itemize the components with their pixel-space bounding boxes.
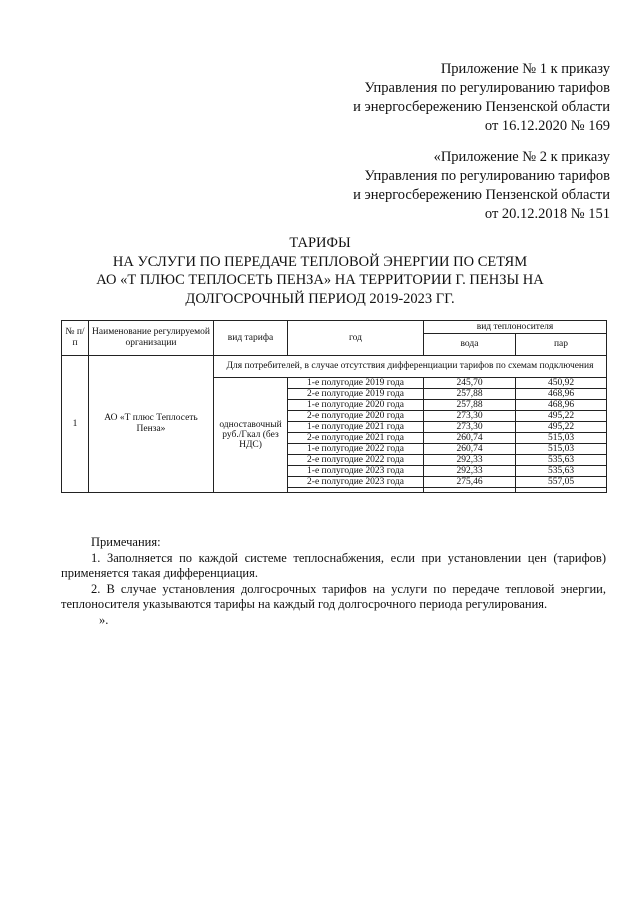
period-cell: 1-е полугодие 2023 года — [288, 466, 424, 477]
appendix-1-line: от 16.12.2020 № 169 — [484, 118, 610, 134]
period-cell: 1-е полугодие 2019 года — [288, 378, 424, 389]
notes-section — [61, 535, 606, 628]
steam-cell: 468,96 — [516, 389, 607, 400]
steam-cell: 515,03 — [516, 433, 607, 444]
organization-name: АО «Т плюс Теплосеть Пенза» — [89, 356, 214, 493]
header-carrier: вид теплоносителя — [424, 321, 607, 334]
water-cell: 292,33 — [424, 455, 516, 466]
steam-cell: 495,22 — [516, 422, 607, 433]
steam-cell: 535,63 — [516, 466, 607, 477]
period-cell: 2-е полугодие 2021 года — [288, 433, 424, 444]
water-cell: 257,88 — [424, 389, 516, 400]
steam-cell: 450,92 — [516, 378, 607, 389]
water-cell: 260,74 — [424, 433, 516, 444]
notes-heading: Примечания: — [91, 535, 161, 549]
document-title — [0, 234, 640, 308]
header-steam: пар — [516, 334, 607, 356]
period-cell: 1-е полугодие 2020 года — [288, 400, 424, 411]
steam-cell: 495,22 — [516, 411, 607, 422]
steam-cell: 468,96 — [516, 400, 607, 411]
appendix-2-line: от 20.12.2018 № 151 — [484, 206, 610, 222]
header-num: № п/п — [62, 321, 89, 356]
appendix-1-line: и энергосбережению Пензенской области — [353, 99, 610, 115]
period-cell: 2-е полугодие 2022 года — [288, 455, 424, 466]
row-number: 1 — [62, 356, 89, 493]
header-water: вода — [424, 334, 516, 356]
title-line: ТАРИФЫ — [289, 235, 351, 251]
water-cell: 273,30 — [424, 411, 516, 422]
note-item: 2. В случае установления долгосрочных тарифов на услуги по передаче тепловой энергии, теплоносителя указываются тарифы на каждый год долгосрочного периода регулирования. — [61, 581, 606, 611]
header-org: Наименование регулируемой организации — [89, 321, 214, 356]
appendix-2-line: и энергосбережению Пензенской области — [353, 187, 610, 203]
period-cell: 2-е полугодие 2020 года — [288, 411, 424, 422]
steam-cell: 515,03 — [516, 444, 607, 455]
steam-cell: 557,05 — [516, 477, 607, 488]
appendix-1-line: Приложение № 1 к приказу — [440, 61, 610, 77]
water-cell: 273,30 — [424, 422, 516, 433]
empty-cell — [424, 488, 516, 493]
empty-cell — [288, 488, 424, 493]
header-tariff-type: вид тарифа — [214, 321, 288, 356]
consumers-note: Для потребителей, в случае отсутствия дифференциации тарифов по схемам подключения — [214, 356, 607, 378]
water-cell: 245,70 — [424, 378, 516, 389]
tariff-table — [61, 320, 607, 493]
steam-cell: 535,63 — [516, 455, 607, 466]
title-line: ДОЛГОСРОЧНЫЙ ПЕРИОД 2019-2023 ГГ. — [185, 290, 455, 307]
water-cell: 257,88 — [424, 400, 516, 411]
period-cell: 1-е полугодие 2022 года — [288, 444, 424, 455]
title-line: АО «Т ПЛЮС ТЕПЛОСЕТЬ ПЕНЗА» НА ТЕРРИТОРИИ Г. ПЕНЗЫ НА — [96, 272, 544, 288]
appendix-2-line: Управления по регулированию тарифов — [364, 168, 610, 184]
period-cell: 2-е полугодие 2023 года — [288, 477, 424, 488]
appendix-2-line: «Приложение № 2 к приказу — [433, 149, 610, 165]
empty-cell — [516, 488, 607, 493]
appendix-1-header — [353, 60, 610, 136]
note-item: 1. Заполняется по каждой системе теплоснабжения, если при установлении цен (тарифов) применяется такая дифференциация. — [61, 550, 606, 580]
appendix-1-line: Управления по регулированию тарифов — [364, 80, 610, 96]
appendix-2-header — [353, 148, 610, 224]
header-year: год — [288, 321, 424, 356]
title-line: НА УСЛУГИ ПО ПЕРЕДАЧЕ ТЕПЛОВОЙ ЭНЕРГИИ ПО СЕТЯМ — [112, 253, 528, 270]
water-cell: 275,46 — [424, 477, 516, 488]
tariff-type-cell: одноставочный руб./Гкал (без НДС) — [214, 378, 288, 493]
period-cell: 1-е полугодие 2021 года — [288, 422, 424, 433]
notes-closing-quote: ». — [99, 612, 109, 627]
water-cell: 260,74 — [424, 444, 516, 455]
period-cell: 2-е полугодие 2019 года — [288, 389, 424, 400]
water-cell: 292,33 — [424, 466, 516, 477]
